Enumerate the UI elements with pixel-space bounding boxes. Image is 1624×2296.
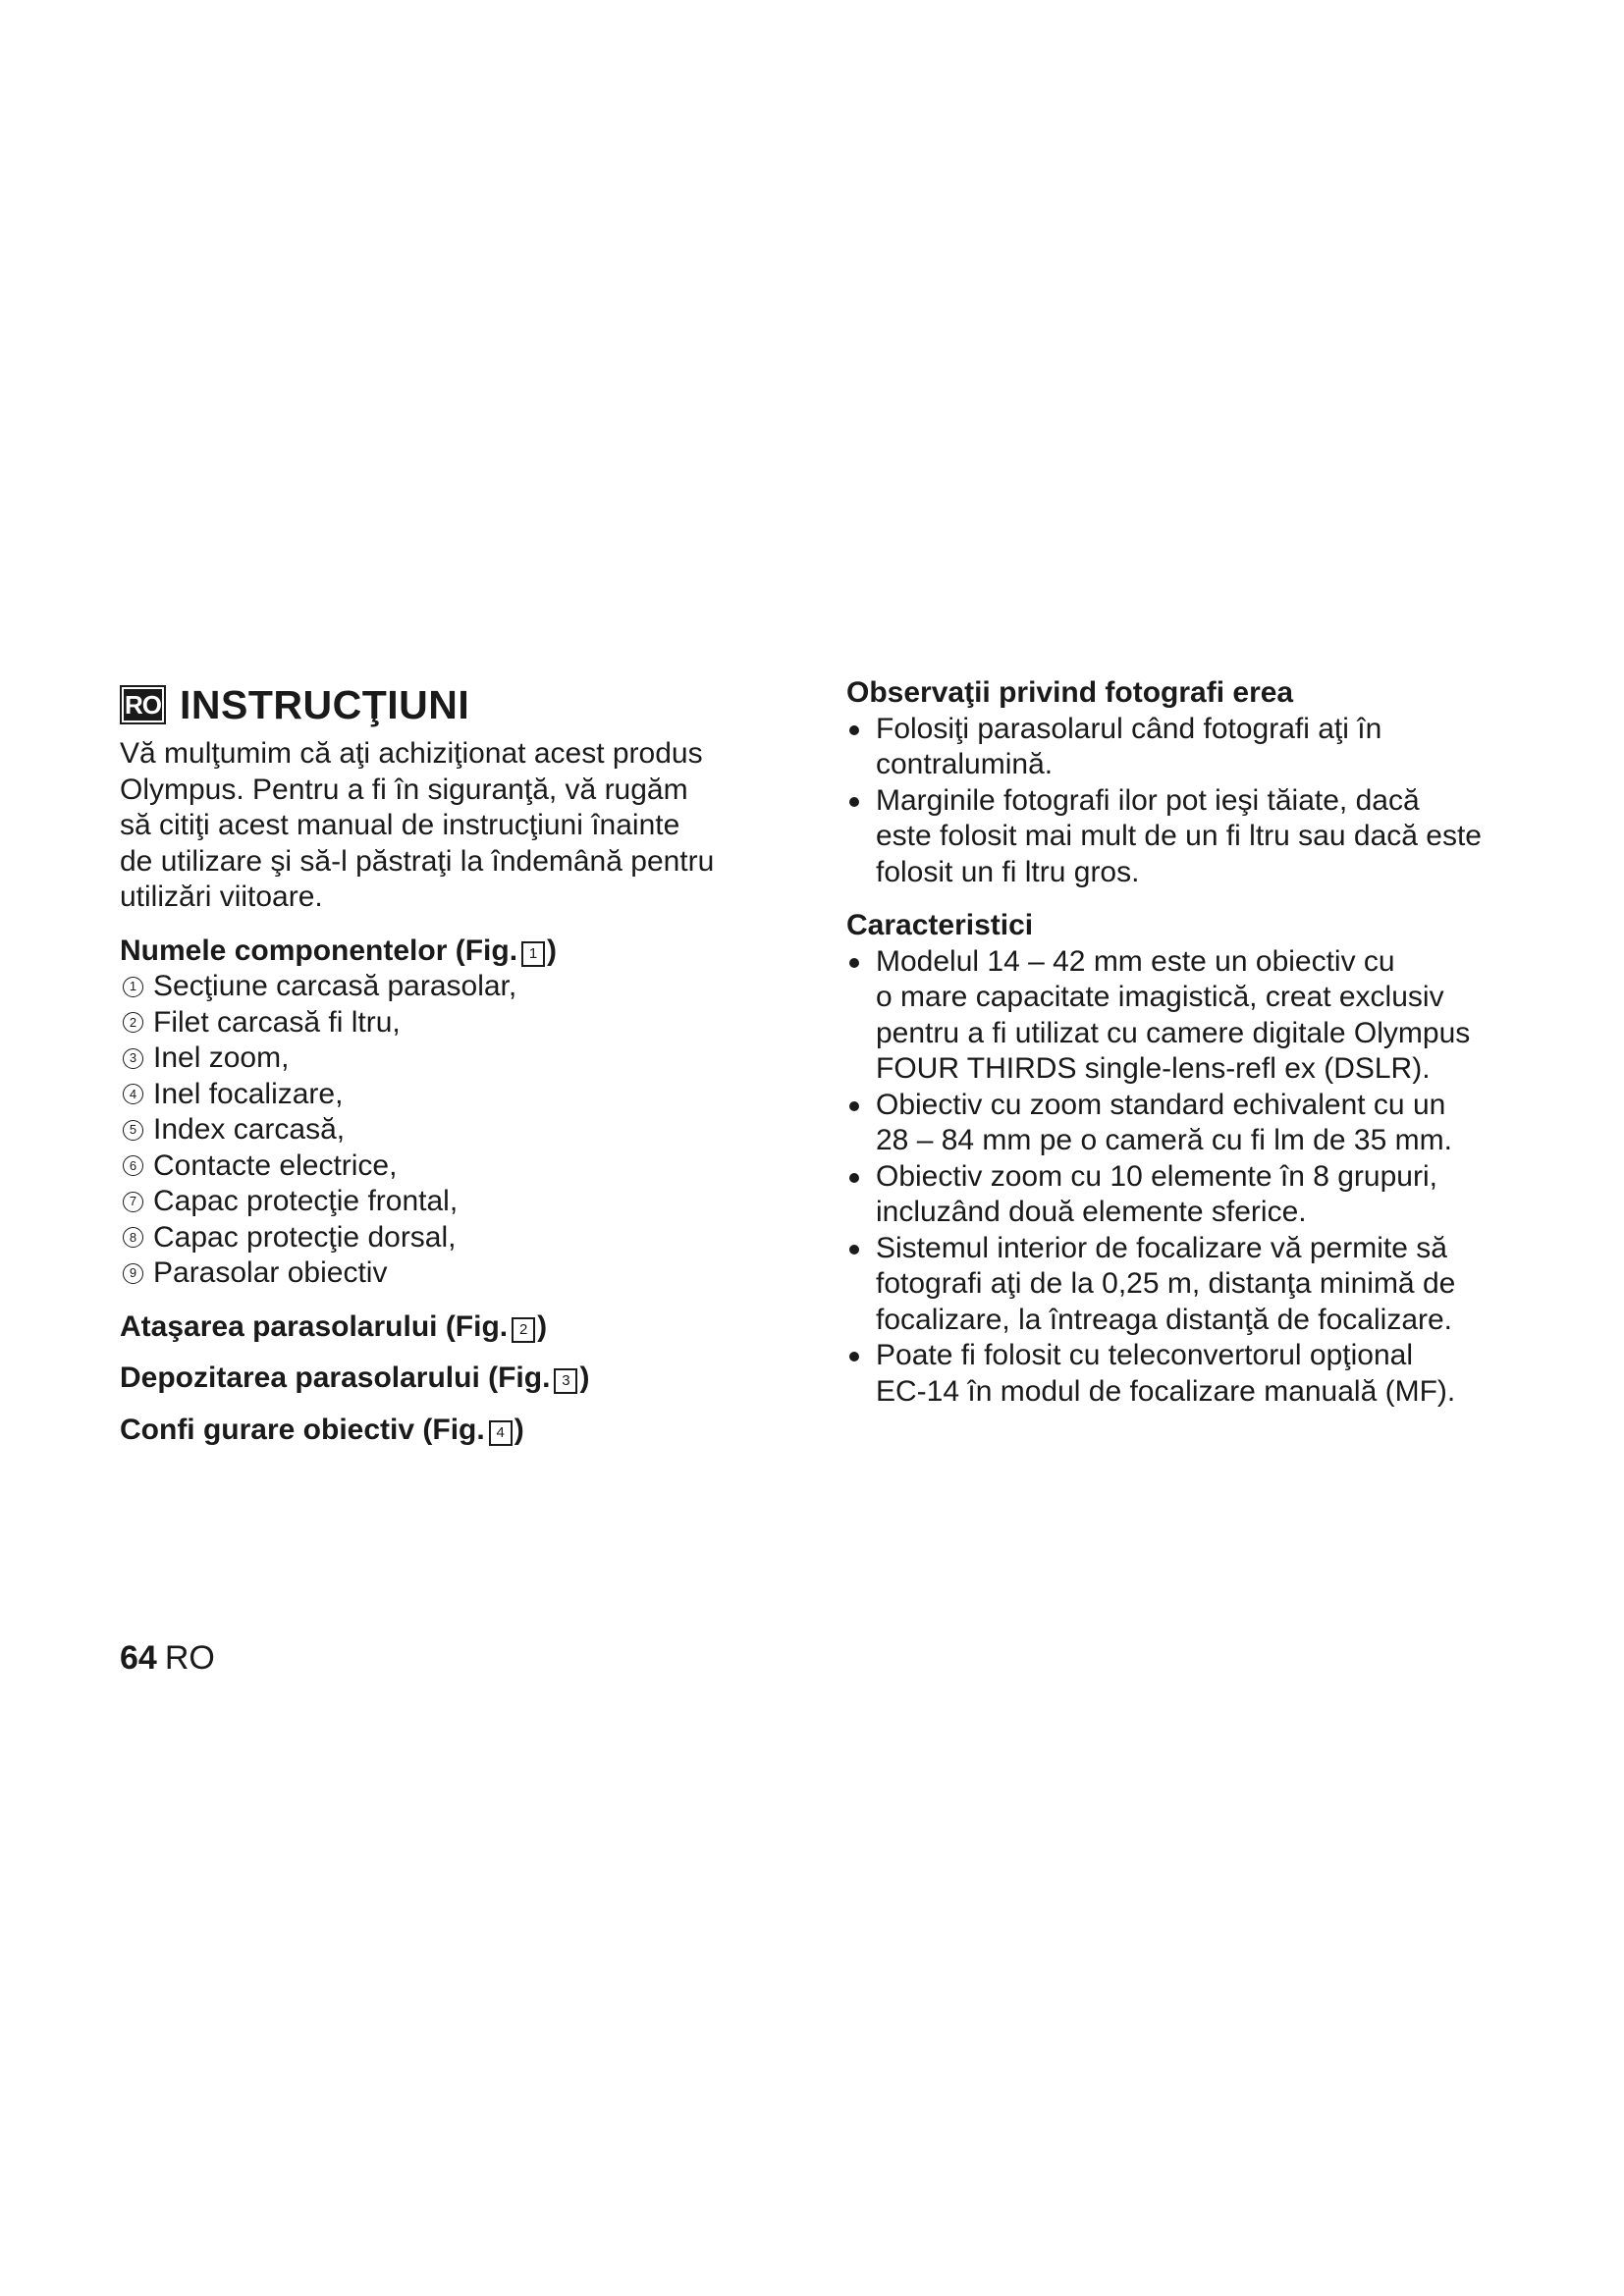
bullet-line: pentru a fi utilizat cu camere digitale Olympus	[876, 1016, 1471, 1049]
figure-reference-box: 4	[489, 1420, 513, 1446]
bullet-icon	[849, 1173, 859, 1183]
store-hood-heading	[120, 1361, 758, 1397]
language-badge: RO	[120, 685, 166, 724]
list-item	[120, 1255, 758, 1292]
bullet-line: focalizare, la întreaga distanţă de focalizare.	[876, 1303, 1453, 1336]
list-item	[120, 1148, 758, 1185]
component-label: Inel zoom,	[153, 1041, 290, 1074]
close-paren: )	[547, 934, 558, 967]
component-label: Contacte electrice,	[153, 1148, 398, 1182]
bullet-line: EC-14 în modul de focalizare manuală (MF).	[876, 1374, 1456, 1408]
component-label: Secţiune carcasă parasolar,	[153, 970, 517, 1002]
bullet-icon	[849, 725, 859, 735]
bullet-line: incluzând două elemente sferice.	[876, 1196, 1307, 1228]
intro-line: Vă mulţumim că aţi achiziţionat acest produs	[120, 737, 703, 770]
bullet-line: Marginile fotografi ilor pot ieşi tăiate, dacă	[876, 783, 1420, 817]
features-heading: Caracteristici	[846, 909, 1034, 941]
list-item	[120, 969, 758, 1005]
bullet-icon	[849, 958, 859, 968]
component-label: Capac protecţie frontal,	[153, 1185, 459, 1217]
close-paren: )	[579, 1362, 590, 1394]
list-item	[846, 1231, 1534, 1339]
components-heading-text: Numele componentelor (Fig.	[120, 934, 518, 967]
list-item	[120, 1041, 758, 1077]
circled-number: 2	[123, 1012, 143, 1033]
bullet-line: Obiectiv cu zoom standard echivalent cu un	[876, 1088, 1446, 1121]
bullet-line: Modelul 14 – 42 mm este un obiectiv cu	[876, 944, 1395, 978]
attach-hood-heading-text: Ataşarea parasolarului (Fig.	[120, 1309, 509, 1343]
page-number: 64	[120, 1639, 157, 1677]
list-item	[846, 1088, 1534, 1159]
page-title: INSTRUCŢIUNI	[180, 681, 470, 727]
circled-number: 7	[123, 1192, 143, 1212]
close-paren: )	[514, 1413, 524, 1446]
features-list	[846, 944, 1534, 1411]
list-item	[846, 1159, 1534, 1231]
attach-hood-heading	[120, 1309, 758, 1346]
figure-reference-box: 3	[554, 1368, 577, 1394]
list-item	[120, 1005, 758, 1041]
close-paren: )	[537, 1309, 548, 1343]
bullet-icon	[849, 797, 859, 807]
intro-line: de utilizare şi să-l păstraţi la îndemână pentru	[120, 844, 715, 878]
components-heading	[120, 934, 758, 970]
component-label: Parasolar obiectiv	[153, 1256, 388, 1289]
component-label: Inel focalizare,	[153, 1077, 344, 1110]
list-item	[846, 1338, 1534, 1410]
list-item	[120, 1077, 758, 1113]
figure-reference-box: 2	[512, 1317, 535, 1343]
store-hood-heading-text: Depozitarea parasolarului (Fig.	[120, 1362, 551, 1394]
circled-number: 1	[123, 977, 143, 997]
circled-number: 9	[123, 1263, 143, 1284]
bullet-line: Obiectiv zoom cu 10 elemente în 8 grupuri,	[876, 1159, 1437, 1193]
lens-config-heading	[120, 1413, 758, 1449]
lens-config-heading-text: Confi gurare obiectiv (Fig.	[120, 1413, 485, 1446]
components-list	[120, 969, 758, 1292]
right-column	[846, 675, 1534, 1410]
bullet-icon	[849, 1352, 859, 1362]
bullet-line: 28 – 84 mm pe o cameră cu fi lm de 35 mm.	[876, 1124, 1452, 1156]
bullet-icon	[849, 1101, 859, 1111]
bullet-line: Folosiţi parasolarul când fotografi aţi în	[876, 712, 1382, 745]
intro-paragraph	[120, 736, 758, 916]
title-row	[120, 675, 758, 734]
intro-line: să citiţi acest manual de instrucţiuni înainte	[120, 809, 680, 841]
circled-number: 3	[123, 1048, 143, 1069]
bullet-line: o mare capacitate imagistică, creat exclusiv	[876, 981, 1444, 1013]
observations-list	[846, 712, 1534, 891]
circled-number: 6	[123, 1155, 143, 1176]
observations-heading: Observaţii privind fotografi erea	[846, 676, 1294, 709]
list-item	[120, 1112, 758, 1148]
component-label: Index carcasă,	[153, 1113, 346, 1146]
circled-number: 8	[123, 1227, 143, 1248]
component-label: Capac protecţie dorsal,	[153, 1220, 457, 1254]
list-item	[120, 1220, 758, 1256]
bullet-icon	[849, 1245, 859, 1255]
list-item	[120, 1184, 758, 1220]
list-item	[846, 783, 1534, 891]
circled-number: 5	[123, 1120, 143, 1141]
intro-line: Olympus. Pentru a fi în siguranţă, vă rugăm	[120, 773, 688, 806]
list-item	[846, 712, 1534, 783]
bullet-line: Poate fi folosit cu teleconvertorul opţional	[876, 1339, 1413, 1371]
bullet-line: contralumină.	[876, 748, 1054, 780]
bullet-line: folosit un fi ltru gros.	[876, 855, 1140, 888]
bullet-line: Sistemul interior de focalizare vă permite să	[876, 1231, 1447, 1264]
bullet-line: fotografi aţi de la 0,25 m, distanţa minimă de	[876, 1267, 1456, 1300]
component-label: Filet carcasă fi ltru,	[153, 1005, 401, 1039]
figure-reference-box: 1	[521, 941, 545, 967]
list-item	[846, 944, 1534, 1088]
circled-number: 4	[123, 1084, 143, 1104]
page-language: RO	[164, 1639, 215, 1677]
bullet-line: FOUR THIRDS single-lens-refl ex (DSLR).	[876, 1052, 1431, 1085]
left-column	[120, 675, 758, 1448]
page-footer	[120, 1639, 215, 1678]
bullet-line: este folosit mai mult de un fi ltru sau dacă este	[876, 820, 1482, 852]
intro-line: utilizări viitoare.	[120, 881, 323, 913]
